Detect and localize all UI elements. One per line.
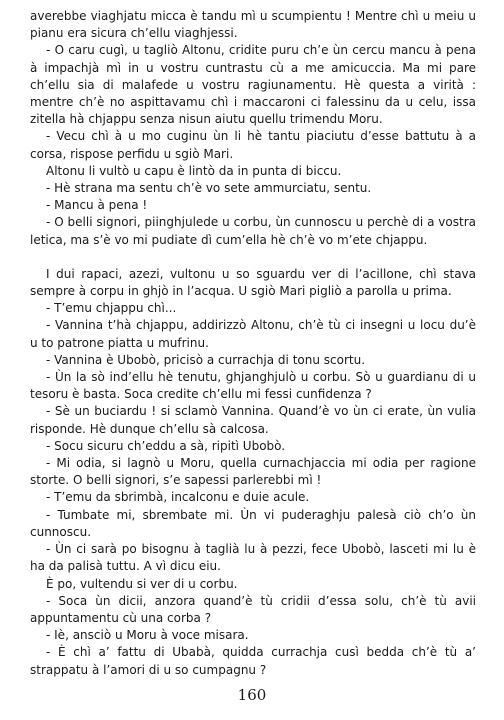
page-number: 160 [237,686,267,704]
paragraph: - Soca ùn dicii, anzora quand’è tù cridii d’essa solu, ch’è tù avii appuntamentu cù una corba ? [30,593,476,625]
paragraph: - Vecu chì à u mo cuginu ùn li hè tantu piaciutu d’esse battutu à a corsa, rispose perfidu u sgiò Mari. [30,129,476,161]
paragraph: - Socu sicuru ch’eddu a sà, ripitì Ubobò. [46,438,286,453]
paragraph: - T’emu chjappu chì... [46,301,177,316]
paragraph: - Mi odia, si lagnò u Moru, quella curnachjaccia mi odia per ragione storte. O belli signori, s’e sapessi parlerebbi mì ! [30,456,476,488]
paragraph: - Vannina è Ubobò, pricisò a currachja di tonu scortu. [46,352,366,367]
paragraph: - Hè strana ma sentu ch’è vo sete ammurciatu, sentu. [46,181,372,196]
paragraph: È po, vultendu si ver di u corbu. [46,576,238,591]
paragraph: - T’emu da sbrimbà, incalconu e duie acule. [46,490,310,505]
page-text [30,8,476,679]
paragraph: - Tumbate mi, sbrembate mi. Ùn vi puderaghju palesà ciò ch’o ùn cunnoscu. [30,507,476,539]
paragraph: - Ùn ci sarà po bisognu à taglià lu à pezzi, fece Ubobò, lasceti mi lu è ha da palisà tuttu. A vì dicu eiu. [30,542,476,574]
paragraph: - O belli signori, piinghjulede u corbu, ùn cunnoscu u perchè di a vostra letica, ma s’è vo mi pudiate dì cum’ella hè ch’è vo m’ete chjappu. [30,215,476,247]
paragraph: - O caru cugì, u tagliò Altonu, cridite puru ch’e ùn cercu mancu à pena à impachjà mì in u vostru cuntrastu cù a me amicuccia. Ma mi pare ch’ellu sia di malafede u vostru ragiunamentu. Hè questa a virità : mentre ch’è no aspittavamu chì i maccaroni ci falessinu da u celu, issa zitella hà chjappu senza nisun aiutu quellu trimendu Moru. [30,43,476,127]
paragraph: - Vannina t’hà chjappu, addirizzò Altonu, ch’è tù ci insegni u locu du’è u to patrone piatta u mufrinu. [30,318,476,350]
paragraph: - Ùn la sò ind’ellu hè tenutu, ghjanghjulò u corbu. Sò u guardianu di u tesoru è basta. Soca credite ch’ellu mi fessi cunfidenza ? [30,370,476,402]
paragraph: Altonu li vultò u capu è lintò da in punta di biccu. [46,163,342,178]
paragraph: - È chì a’ fattu di Ubabà, quidda currachja cusì bedda ch’è tù a’ strappatu à l’amori di u so cumpagnu ? [30,645,476,677]
paragraph: averebbe viaghjatu micca è tandu mì u scumpientu ! Mentre chì u meiu u pianu era sicura ch’ellu viaghjessi. [30,9,476,41]
paragraph: - Iè, ansciò u Moru à voce misara. [46,628,249,643]
paragraph: - Sè un buciardu ! si sclamò Vannina. Quand’è vo ùn ci erate, ùn vulia risponde. Hè dunque ch’ellu sà calcosa. [30,404,476,436]
paragraph: - Mancu à pena ! [46,198,148,213]
paragraph: I dui rapaci, azezi, vultonu u so sguardu ver di l’acillone, chì stava sempre à corpu in ghjò in l’acqua. U sgiò Mari pigliò a parolla u prima. [30,266,476,299]
